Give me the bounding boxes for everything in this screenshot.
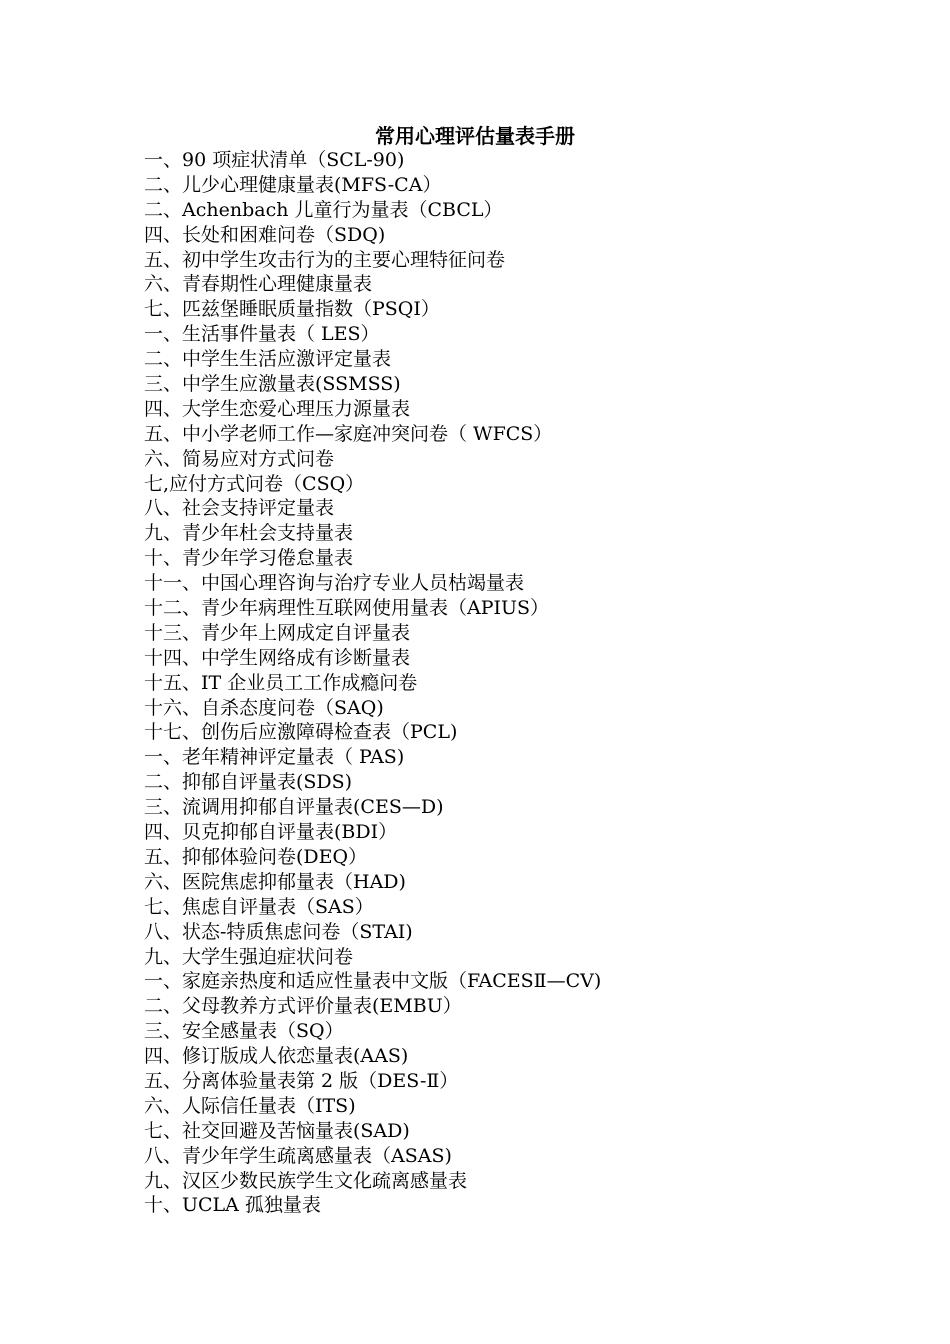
document-title: 常用心理评估量表手册 [375,124,575,148]
scale-list-item: 九、青少年杜会支持量表 [144,522,354,545]
scale-list-item: 七,应付方式问卷（CSQ） [144,472,365,495]
scale-list-item: 四、长处和困难问卷（SDQ) [144,223,386,246]
scale-list-item: 五、分离体验量表第 2 版（DES-Ⅱ） [144,1069,459,1092]
scale-list-item: 三、安全感量表（SQ） [144,1020,344,1043]
scale-list-item: 一、家庭亲热度和适应性量表中文版（FACESⅡ—CV) [144,970,602,993]
scale-list-item: 六、青春期性心理健康量表 [144,273,373,296]
scale-list [144,148,601,1218]
scale-list-item: 六、医院焦虑抑郁量表（HAD) [144,870,406,893]
scale-list-item: 五、中小学老师工作—家庭冲突问卷（ WFCS） [144,422,553,445]
scale-list-item: 六、人际信任量表（ITS) [144,1094,356,1117]
scale-list-item: 十五、IT 企业员工工作成瘾问卷 [144,671,418,694]
scale-list-item: 四、大学生恋爱心理压力源量表 [144,397,411,420]
scale-list-item: 八、青少年学生疏离感量表（ASAS) [144,1144,452,1167]
scale-list-item: 三、中学生应激量表(SSMSS) [144,373,401,396]
scale-list-item: 一、90 项症状清单（SCL-90) [144,149,405,171]
scale-list-item: 二、父母教养方式评价量表(EMBU） [144,995,462,1018]
scale-list-item: 七、焦虑自评量表（SAS） [144,895,374,918]
scale-list-item: 四、贝克抑郁自评量表(BDI） [144,821,398,844]
scale-list-item: 二、儿少心理健康量表(MFS-CA） [144,173,442,196]
scale-list-item: 一、老年精神评定量表（ PAS) [144,746,405,769]
scale-list-item: 十四、中学生网络成有诊断量表 [144,646,411,669]
scale-list-item: 十一、中国心理咨询与治疗专业人员枯竭量表 [144,572,525,595]
scale-list-item: 八、状态-特质焦虑问卷（STAI) [144,920,413,943]
scale-list-item: 十、青少年学习倦怠量表 [144,547,354,570]
scale-list-item: 十二、青少年病理性互联网使用量表（APIUS） [144,597,550,620]
scale-list-item: 十六、自杀态度问卷（SAQ) [144,696,384,719]
scale-list-item: 九、汉区少数民族学生文化疏离感量表 [144,1169,468,1192]
scale-list-item: 一、生活事件量表（ LES） [144,323,380,346]
scale-list-item: 十三、青少年上网成定自评量表 [144,621,411,644]
scale-list-item: 四、修订版成人依恋量表(AAS) [144,1045,409,1068]
scale-list-item: 七、匹兹堡睡眠质量指数（PSQI） [144,298,440,321]
scale-list-item: 二、中学生生活应激评定量表 [144,348,392,371]
scale-list-item: 十七、创伤后应激障碍检查表（PCL) [144,721,458,744]
scale-list-item: 十、UCLA 孤独量表 [144,1194,321,1217]
scale-list-item: 二、Achenbach 儿童行为量表（CBCL） [144,198,503,221]
scale-list-item: 七、社交回避及苦恼量表(SAD) [144,1119,410,1142]
scale-list-item: 六、简易应对方式问卷 [144,447,335,470]
scale-list-item: 三、流调用抑郁自评量表(CES—D) [144,796,444,819]
scale-list-item: 五、抑郁体验问卷(DEQ） [144,845,368,868]
scale-list-item: 二、抑郁自评量表(SDS) [144,771,353,794]
scale-list-item: 八、社会支持评定量表 [144,497,335,520]
scale-list-item: 九、大学生强迫症状问卷 [144,945,354,968]
scale-list-item: 五、初中学生攻击行为的主要心理特征问卷 [144,248,506,271]
